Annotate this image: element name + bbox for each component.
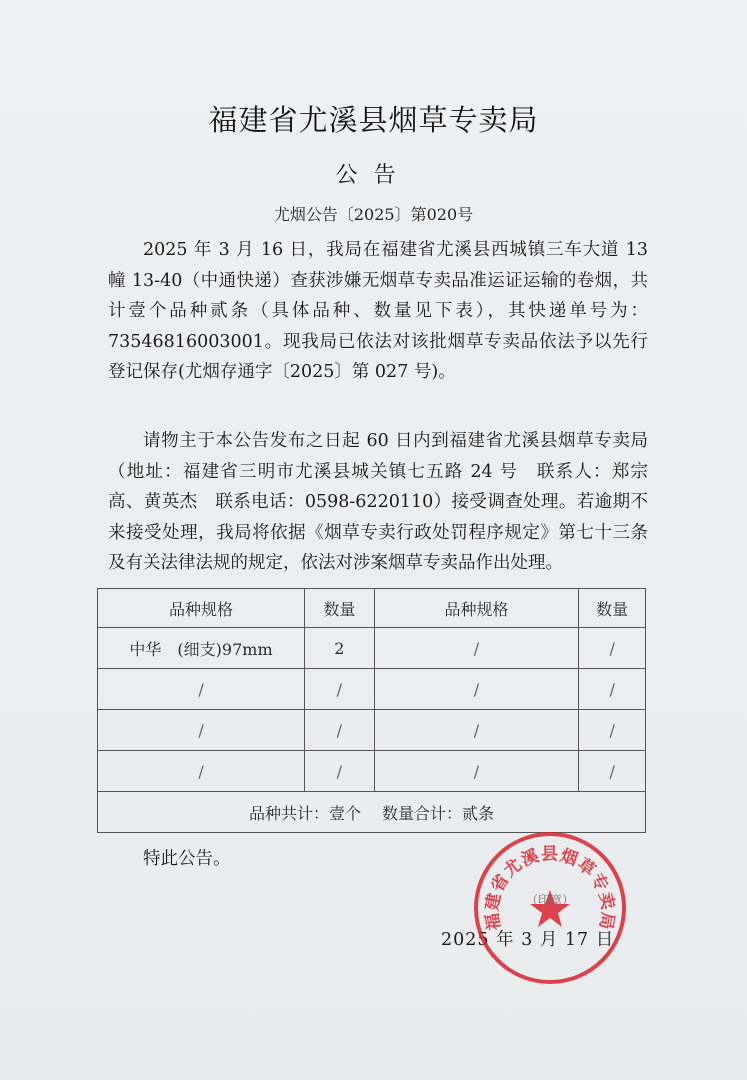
table-cell: / bbox=[374, 710, 579, 751]
table-cell: / bbox=[98, 710, 305, 751]
document-title: 福建省尤溪县烟草专卖局 bbox=[208, 103, 539, 137]
table-cell: / bbox=[579, 751, 646, 792]
table-cell: 中华 (细支)97mm bbox=[98, 628, 305, 669]
document-date: 2025 年 3 月 17 日 bbox=[441, 930, 615, 950]
table-cell: / bbox=[374, 669, 579, 710]
table-cell: / bbox=[579, 669, 646, 710]
table-cell: / bbox=[305, 710, 375, 751]
table-cell: / bbox=[579, 628, 646, 669]
paragraph-1: 2025 年 3 月 16 日，我局在福建省尤溪县西城镇三车大道 13 幢 13-40（中通快递）查获涉嫌无烟草专卖品准运证运输的卷烟，共计壹个品种贰条（具体品种、数量见下表），其快递单号为：73546816003001。现我局已依法对该批烟草专卖品依法予以先行登记保存(尤烟存通字〔2025〕第 027 号)。 bbox=[108, 240, 648, 382]
seal-text: 福建省尤溪县烟草专卖局 bbox=[482, 844, 618, 932]
table-cell: / bbox=[374, 751, 579, 792]
table-header-row bbox=[98, 589, 646, 628]
table-row bbox=[98, 710, 646, 751]
paragraph-1-block bbox=[108, 235, 648, 388]
table-row bbox=[98, 628, 646, 669]
table-header-cell: 品种规格 bbox=[374, 589, 579, 628]
table-totals-row bbox=[98, 792, 646, 833]
table-cell: / bbox=[374, 628, 579, 669]
table-cell: / bbox=[98, 669, 305, 710]
table-header-cell: 数量 bbox=[305, 589, 375, 628]
table-totals: 品种共计：壹个 数量合计：贰条 bbox=[98, 792, 646, 833]
official-seal-icon bbox=[470, 828, 630, 988]
table-header-cell: 数量 bbox=[579, 589, 646, 628]
seal-center-label: （印章） bbox=[525, 893, 575, 907]
table-cell: / bbox=[305, 751, 375, 792]
table-row bbox=[98, 751, 646, 792]
document-number: 尤烟公告〔2025〕第020号 bbox=[273, 205, 474, 224]
paragraph-2: 请物主于本公告发布之日起 60 日内到福建省尤溪县烟草专卖局（地址：福建省三明市尤溪县城关镇七五路 24 号 联系人：郑宗高、黄英杰 联系电话：0598-6220110）接受调查处理。若逾期不来接受处理，我局将依据《烟草专卖行政处罚程序规定》第七十三条及有关法律法规的规定，依法对涉案烟草专卖品作出处理。 bbox=[108, 431, 648, 573]
table-cell: / bbox=[305, 669, 375, 710]
paragraph-2-block bbox=[108, 426, 648, 579]
items-table bbox=[97, 588, 646, 833]
document-subtitle: 公告 bbox=[335, 163, 412, 188]
table-cell: / bbox=[579, 710, 646, 751]
table-header-cell: 品种规格 bbox=[98, 589, 305, 628]
svg-text:福建省尤溪县烟草专卖局 bbox=[481, 845, 618, 932]
closing-text: 特此公告。 bbox=[143, 849, 231, 869]
table-cell: 2 bbox=[305, 628, 375, 669]
table-row bbox=[98, 669, 646, 710]
table-cell: / bbox=[98, 751, 305, 792]
